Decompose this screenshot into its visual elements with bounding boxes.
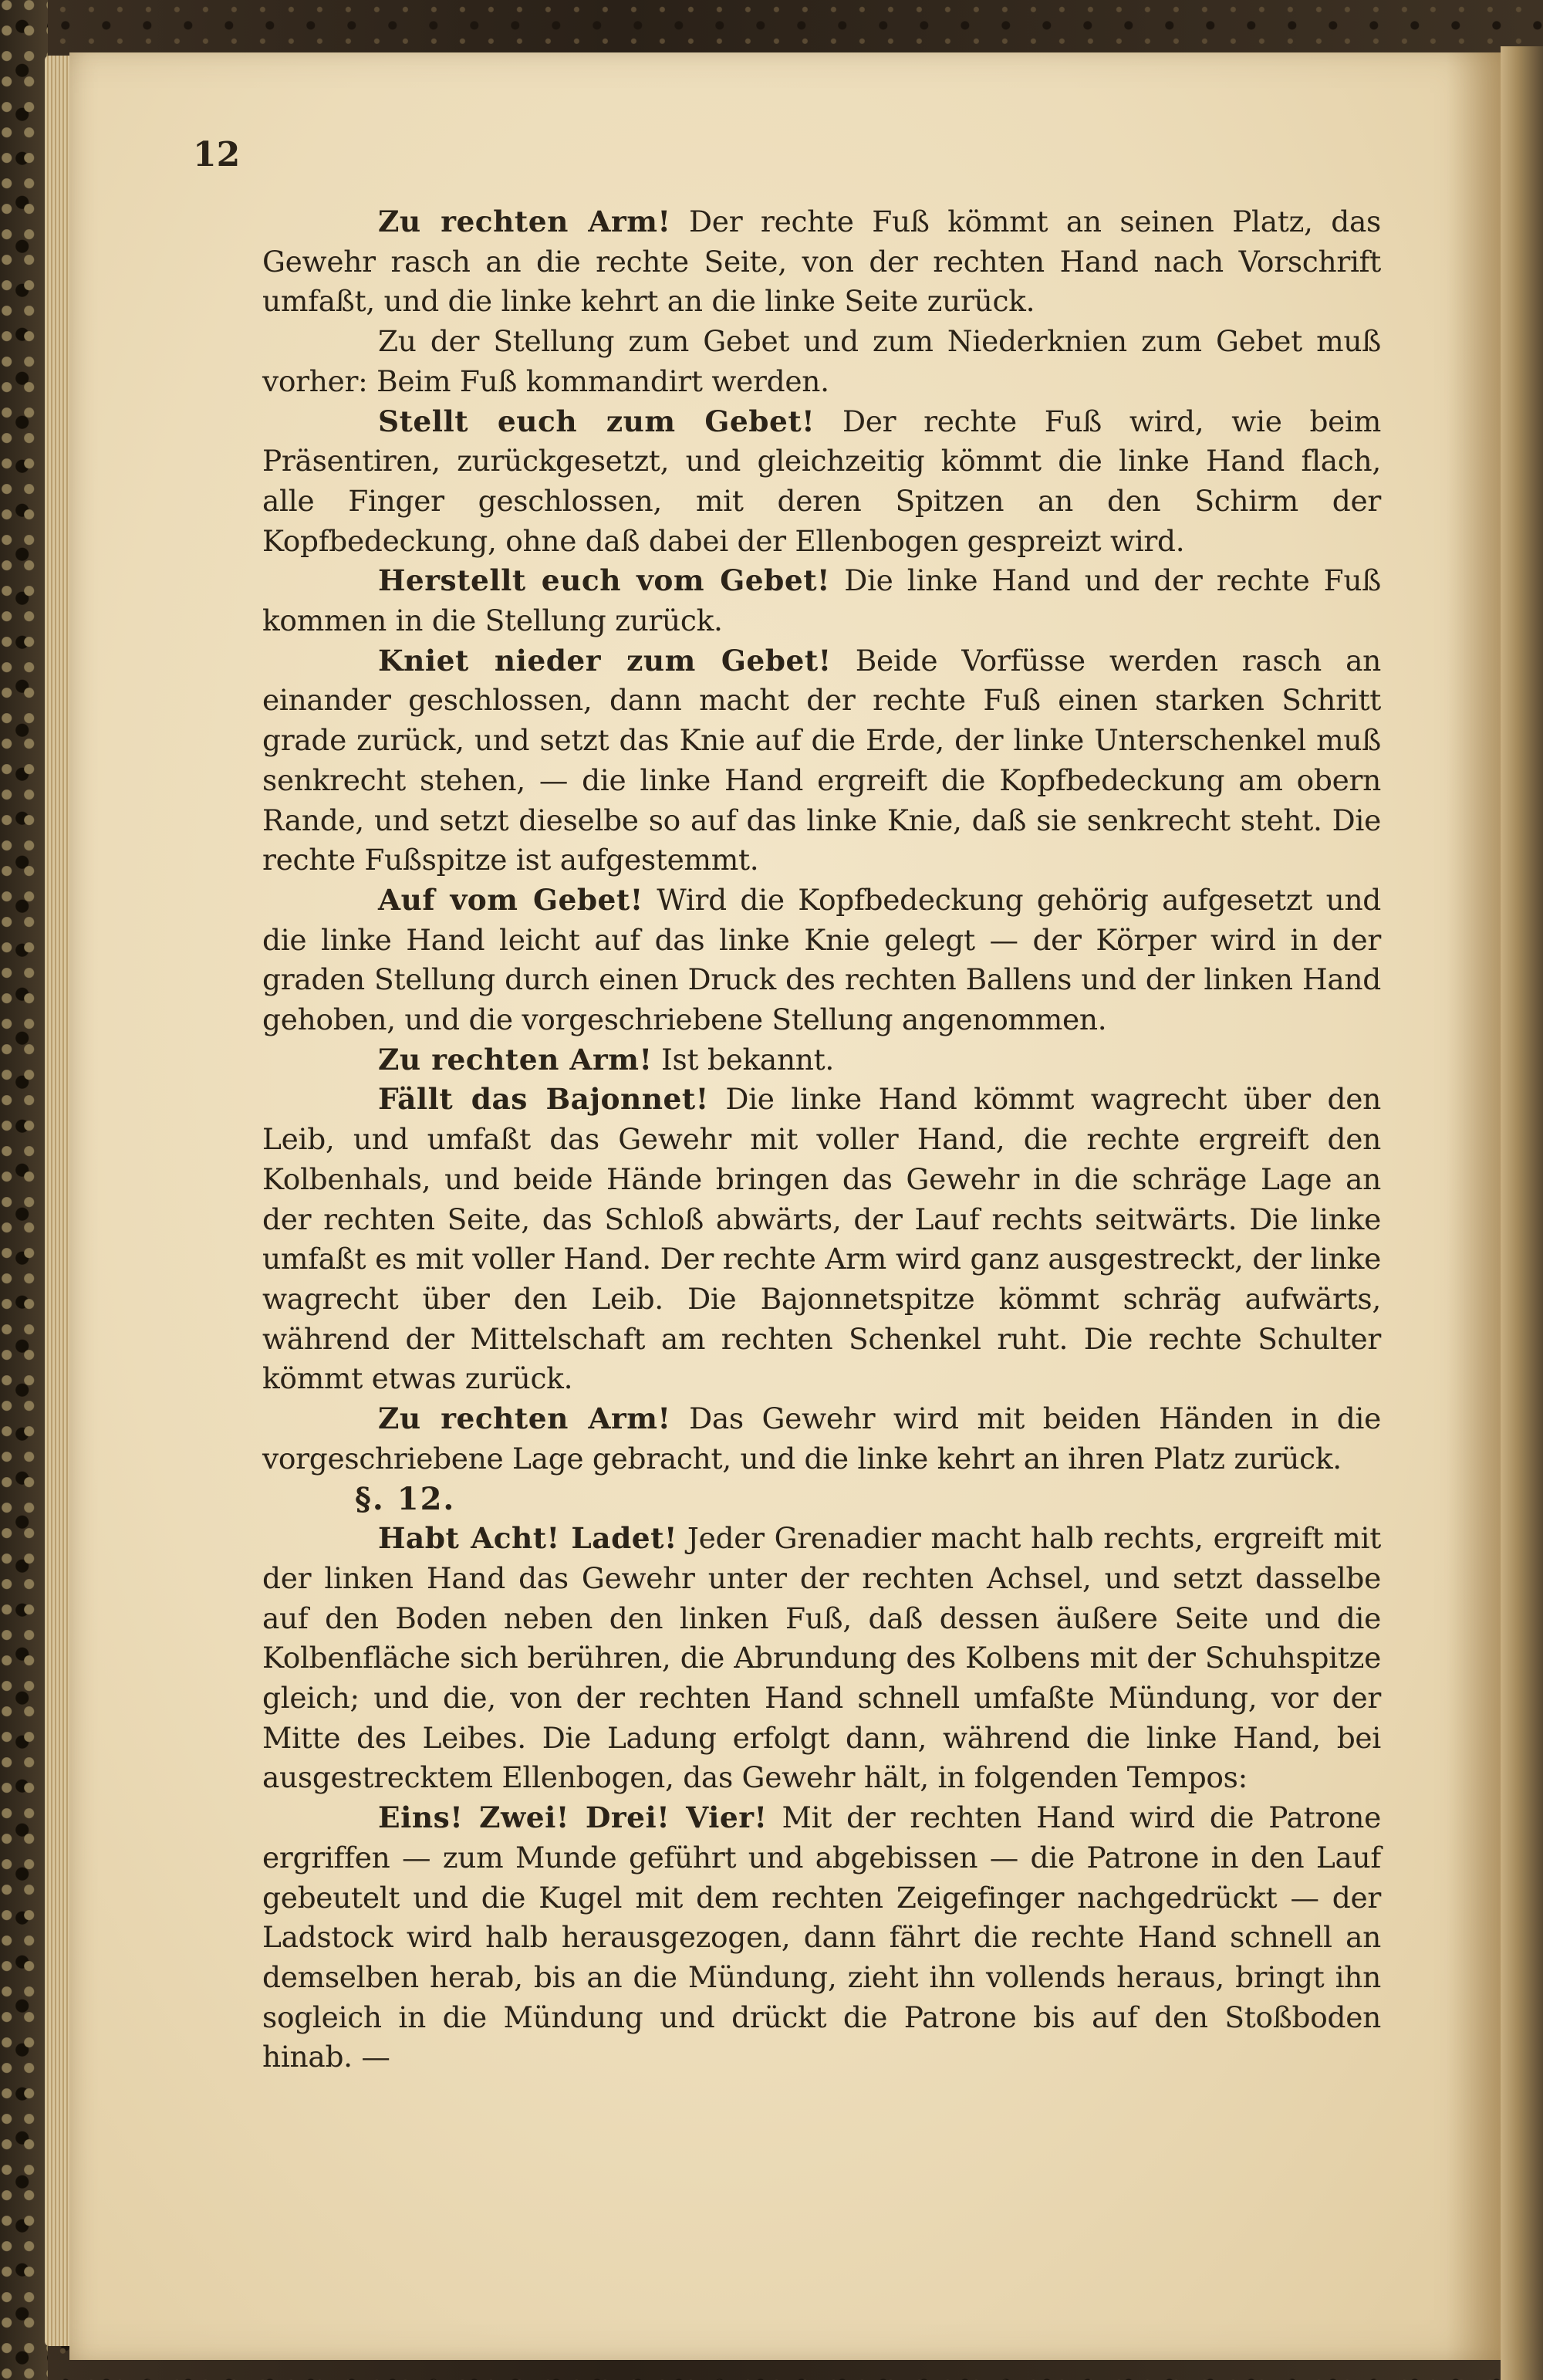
- command-heading: Habt Acht! Ladet!: [378, 1521, 677, 1556]
- paragraph: [262, 1080, 1381, 1399]
- command-heading: Kniet nieder zum Gebet!: [378, 643, 832, 678]
- command-heading: Herstellt euch vom Gebet!: [378, 563, 830, 598]
- command-heading: Zu rechten Arm!: [378, 205, 671, 238]
- paragraph-text: Die linke Hand kömmt wagrecht über den Leib, und umfaßt das Gewehr mit voller Hand, die rechte ergreift den Kolbenhals, und beide Hände bringen das Gewehr in die schräge Lage an der rechten Seite, das Schloß abwärts, der Lauf rechts seitwärts. Die linke umfaßt es mit voller Hand. Der rechte Arm wird ganz ausgestreckt, der linke wagrecht über den Leib. Die Bajonnetspitze kömmt schräg aufwärts, während der Mittelschaft am rechten Schenkel ruht. Die rechte Schulter kömmt etwas zurück.: [262, 1082, 1381, 1396]
- paragraph: [262, 1519, 1381, 1798]
- command-heading: Auf vom Gebet!: [378, 882, 643, 917]
- paragraph: [262, 322, 1381, 401]
- paragraph: [262, 1399, 1381, 1479]
- page-number: 12: [193, 135, 241, 174]
- paragraph: [262, 1798, 1381, 2077]
- book-cover-left: [0, 0, 48, 2380]
- paragraph: [262, 881, 1381, 1040]
- paragraph-text: Das Gewehr wird mit beiden Händen in die vorgeschriebene Lage gebracht, und die linke kehrt an ihren Platz zurück.: [262, 1401, 1381, 1476]
- paragraph-text: Beide Vorfüsse werden rasch an einander geschlossen, dann macht der rechte Fuß einen starken Schritt grade zurück, und setzt das Knie auf die Erde, der linke Unterschenkel muß senkrecht stehen, — die linke Hand ergreift die Kopfbedeckung am obern Rande, und setzt dieselbe so auf das linke Knie, daß sie senkrecht steht. Die rechte Fußspitze ist aufgestemmt.: [262, 643, 1381, 877]
- page-gutter: [1447, 52, 1501, 2360]
- paragraph-text: Ist bekannt.: [661, 1042, 835, 1077]
- paragraph: [262, 561, 1381, 641]
- book-cover-right: [1501, 46, 1543, 2380]
- command-heading: Eins! Zwei! Drei! Vier!: [378, 1800, 768, 1835]
- page-body: [262, 202, 1381, 2077]
- paragraph-text: Der rechte Fuß wird, wie beim Präsentiren, zurückgesetzt, und gleichzeitig kömmt die linke Hand flach, alle Finger geschlossen, mit deren Spitzen an den Schirm der Kopfbedeckung, ohne daß dabei der Ellenbogen gespreizt wird.: [262, 404, 1381, 558]
- paragraph-text: Zu der Stellung zum Gebet und zum Niederknien zum Gebet muß vorher: Beim Fuß kommandirt werden.: [262, 324, 1381, 398]
- paragraph-text: Der rechte Fuß kömmt an seinen Platz, das Gewehr rasch an die rechte Seite, von der rechten Hand nach Vorschrift umfaßt, und die linke kehrt an die linke Seite zurück.: [262, 205, 1381, 319]
- command-heading: Fällt das Bajonnet!: [378, 1082, 709, 1117]
- paragraph: [262, 202, 1381, 322]
- paragraph-text: Wird die Kopfbedeckung gehörig aufgesetzt und die linke Hand leicht auf das linke Knie gelegt — der Körper wird in der graden Stellung durch einen Druck des rechten Ballens und der linken Hand gehoben, und die vorgeschriebene Stellung angenommen.: [262, 882, 1382, 1037]
- paragraph-text: Jeder Grenadier macht halb rechts, ergreift mit der linken Hand das Gewehr unter der rechten Achsel, und setzt dasselbe auf den Boden neben den linken Fuß, daß dessen äußere Seite und die Kolbenfläche sich berühren, die Abrundung des Kolbens mit der Schuhspitze gleich; und die, von der rechten Hand schnell umfaßte Mündung, vor der Mitte des Leibes. Die Ladung erfolgt dann, während die linke Hand, bei ausgestrecktem Ellenbogen, das Gewehr hält, in folgenden Tempos:: [262, 1521, 1381, 1795]
- command-heading: Zu rechten Arm!: [378, 1042, 653, 1077]
- section-heading: §. 12.: [355, 1480, 456, 1517]
- paragraph-text: Mit der rechten Hand wird die Patrone ergriffen — zum Munde geführt und abgebissen — die Patrone in den Lauf gebeutelt und die Kugel mit dem rechten Zeigefinger nachgedrückt — der Ladstock wird halb herausgezogen, dann fährt die rechte Hand schnell an demselben herab, bis an die Mündung, zieht ihn vollends heraus, bringt ihn sogleich in die Mündung und drückt die Patrone bis auf den Stoßboden hinab. —: [262, 1800, 1381, 2074]
- paragraph: [262, 402, 1381, 562]
- paragraph-text: Die linke Hand und der rechte Fuß kommen in die Stellung zurück.: [262, 563, 1381, 638]
- paragraph: [262, 1040, 1381, 1080]
- paragraph: [262, 641, 1381, 881]
- command-heading: Stellt euch zum Gebet!: [378, 404, 815, 438]
- command-heading: Zu rechten Arm!: [378, 1401, 671, 1436]
